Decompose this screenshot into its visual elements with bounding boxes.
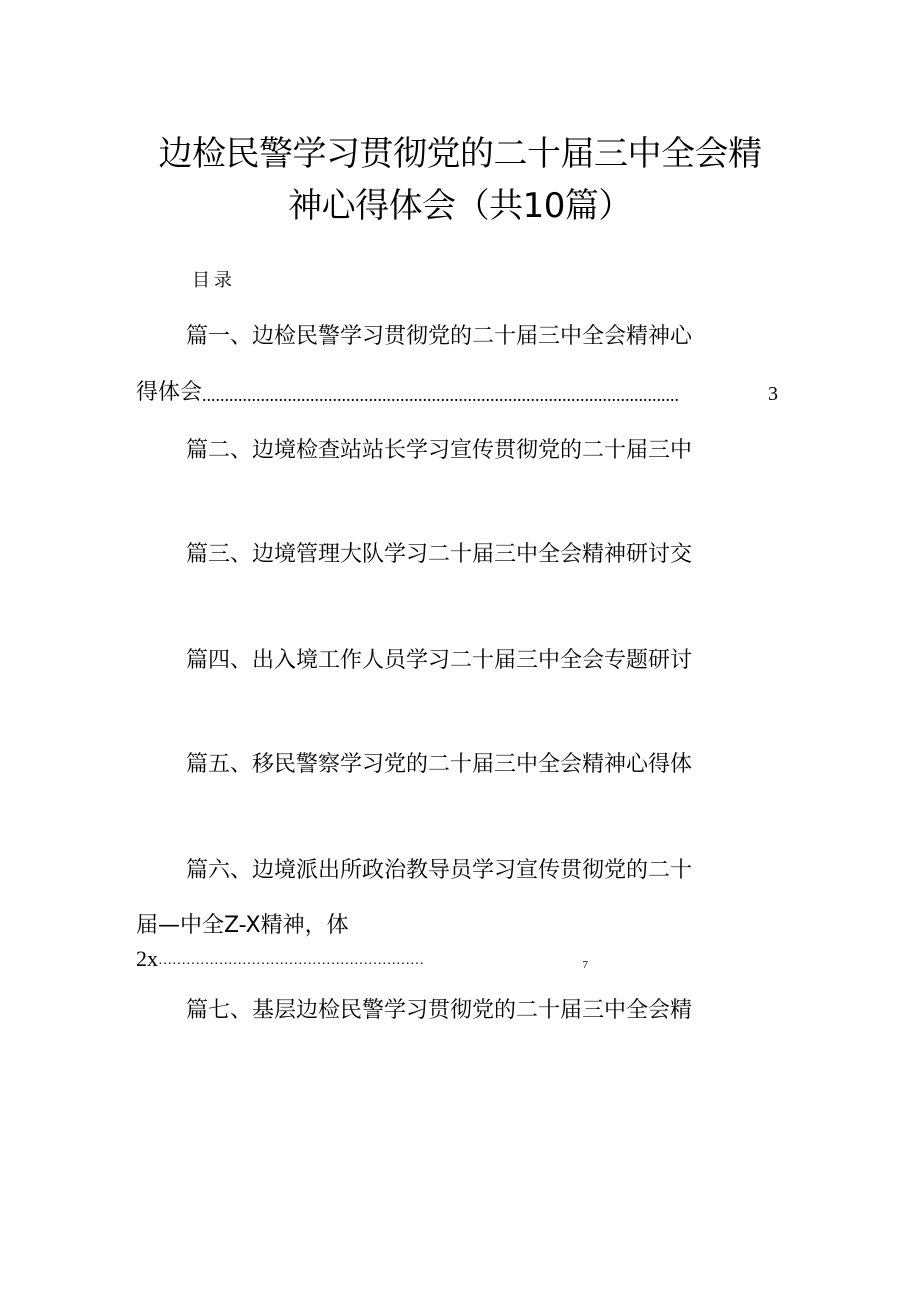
toc-entry-6-line-1: 篇六、边境派出所政治教导员学习宣传贯彻党的二十 bbox=[186, 858, 693, 883]
toc-entry-1-page-number: 3 bbox=[768, 383, 778, 405]
toc-entry-6-line-2: 届—中全Z-X精神，体 bbox=[136, 913, 349, 938]
toc-entry-2: 篇二、边境检查站站长学习宣传贯彻党的二十届三中 bbox=[186, 438, 693, 463]
toc-heading: 目录 bbox=[192, 270, 236, 291]
toc-entry-1-line-2: 得体会 bbox=[136, 380, 203, 405]
toc-entry-7: 篇七、基层边检民警学习贯彻党的二十届三中全会精 bbox=[186, 998, 693, 1023]
toc-entry-6-page-number: 7 bbox=[582, 959, 588, 971]
toc-entry-1-dot-leader: .......................................................................................................... bbox=[202, 385, 680, 405]
toc-entry-3: 篇三、边境管理大队学习二十届三中全会精神研讨交 bbox=[186, 542, 693, 567]
toc-entry-1-leader-row bbox=[136, 378, 778, 408]
toc-entry-1-line-1: 篇一、边检民警学习贯彻党的二十届三中全会精神心 bbox=[186, 324, 693, 349]
document-title-line-2: 神心得体会（共10篇） bbox=[288, 186, 632, 226]
toc-entry-6-dot-leader: ………………………………………………… bbox=[158, 953, 424, 968]
toc-entry-6-leader-row bbox=[136, 944, 588, 974]
toc-entry-4: 篇四、出入境工作人员学习二十届三中全会专题研讨 bbox=[186, 648, 693, 673]
toc-entry-6-line-3: 2x bbox=[136, 946, 158, 971]
toc-entry-5: 篇五、移民警察学习党的二十届三中全会精神心得体 bbox=[186, 752, 693, 777]
document-title-line-1: 边检民警学习贯彻党的二十届三中全会精 bbox=[158, 134, 762, 174]
